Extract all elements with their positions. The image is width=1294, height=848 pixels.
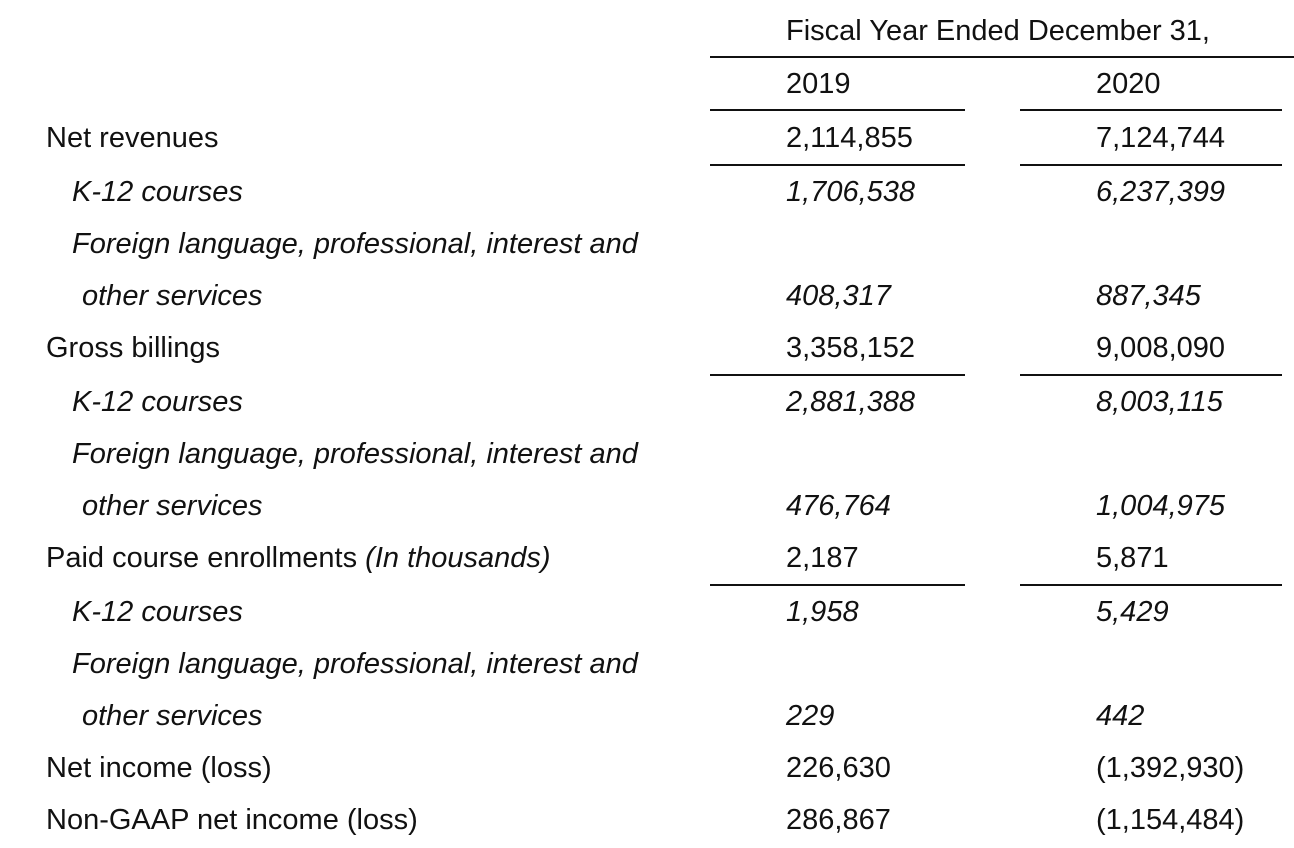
year-rule-2019 bbox=[710, 109, 965, 111]
net-revenues-rule-2019 bbox=[710, 164, 965, 166]
year-header-2019: 2019 bbox=[786, 68, 851, 100]
row-label-k12-billings: K-12 courses bbox=[72, 386, 243, 418]
other-billings-2019: 476,764 bbox=[786, 490, 891, 522]
k12-revenues-2019: 1,706,538 bbox=[786, 176, 916, 208]
header-rule bbox=[710, 56, 1294, 58]
row-label-non-gaap-net-income: Non-GAAP net income (loss) bbox=[46, 804, 418, 836]
other-billings-2020: 1,004,975 bbox=[1096, 490, 1226, 522]
row-label-other-enrollments-line1: Foreign language, professional, interest and bbox=[72, 648, 638, 680]
net-income-2019: 226,630 bbox=[786, 752, 891, 784]
net-revenues-rule-2020 bbox=[1020, 164, 1282, 166]
row-label-other-enrollments-line2: other services bbox=[82, 700, 263, 732]
other-revenues-2020: 887,345 bbox=[1096, 280, 1201, 312]
net-revenues-2020: 7,124,744 bbox=[1096, 122, 1226, 154]
row-label-net-income: Net income (loss) bbox=[46, 752, 272, 784]
year-rule-2020 bbox=[1020, 109, 1282, 111]
net-revenues-2019: 2,114,855 bbox=[786, 122, 913, 154]
gross-billings-2019: 3,358,152 bbox=[786, 332, 916, 364]
row-label-gross-billings: Gross billings bbox=[46, 332, 221, 364]
paid-enrollments-rule-2020 bbox=[1020, 584, 1282, 586]
non-gaap-net-income-2020: (1,154,484) bbox=[1096, 804, 1245, 836]
net-income-2020: (1,392,930) bbox=[1096, 752, 1245, 784]
gross-billings-rule-2020 bbox=[1020, 374, 1282, 376]
k12-enrollments-2020: 5,429 bbox=[1096, 596, 1169, 628]
row-label-other-revenues-line1: Foreign language, professional, interest and bbox=[72, 228, 638, 260]
other-revenues-2019: 408,317 bbox=[786, 280, 891, 312]
row-label-k12-revenues: K-12 courses bbox=[72, 176, 243, 208]
k12-revenues-2020: 6,237,399 bbox=[1096, 176, 1226, 208]
paid-enrollments-2019: 2,187 bbox=[786, 542, 859, 574]
other-enrollments-2019: 229 bbox=[786, 700, 835, 732]
non-gaap-net-income-2019: 286,867 bbox=[786, 804, 891, 836]
k12-enrollments-2019: 1,958 bbox=[786, 596, 859, 628]
row-label-other-billings-line2: other services bbox=[82, 490, 263, 522]
paid-enrollments-unit-note: (In thousands) bbox=[365, 542, 551, 574]
k12-billings-2019: 2,881,388 bbox=[786, 386, 916, 418]
paid-enrollments-2020: 5,871 bbox=[1096, 542, 1169, 574]
gross-billings-rule-2019 bbox=[710, 374, 965, 376]
paid-enrollments-rule-2019 bbox=[710, 584, 965, 586]
gross-billings-2020: 9,008,090 bbox=[1096, 332, 1226, 364]
row-label-k12-enrollments: K-12 courses bbox=[72, 596, 243, 628]
row-label-other-revenues-line2: other services bbox=[82, 280, 263, 312]
paid-enrollments-label: Paid course enrollments bbox=[46, 542, 358, 574]
row-label-other-billings-line1: Foreign language, professional, interest and bbox=[72, 438, 638, 470]
period-header: Fiscal Year Ended December 31, bbox=[786, 15, 1210, 47]
row-label-paid-enrollments bbox=[46, 541, 551, 575]
row-label-net-revenues: Net revenues bbox=[46, 122, 219, 154]
year-header-2020: 2020 bbox=[1096, 68, 1161, 100]
other-enrollments-2020: 442 bbox=[1096, 700, 1145, 732]
k12-billings-2020: 8,003,115 bbox=[1096, 386, 1223, 418]
